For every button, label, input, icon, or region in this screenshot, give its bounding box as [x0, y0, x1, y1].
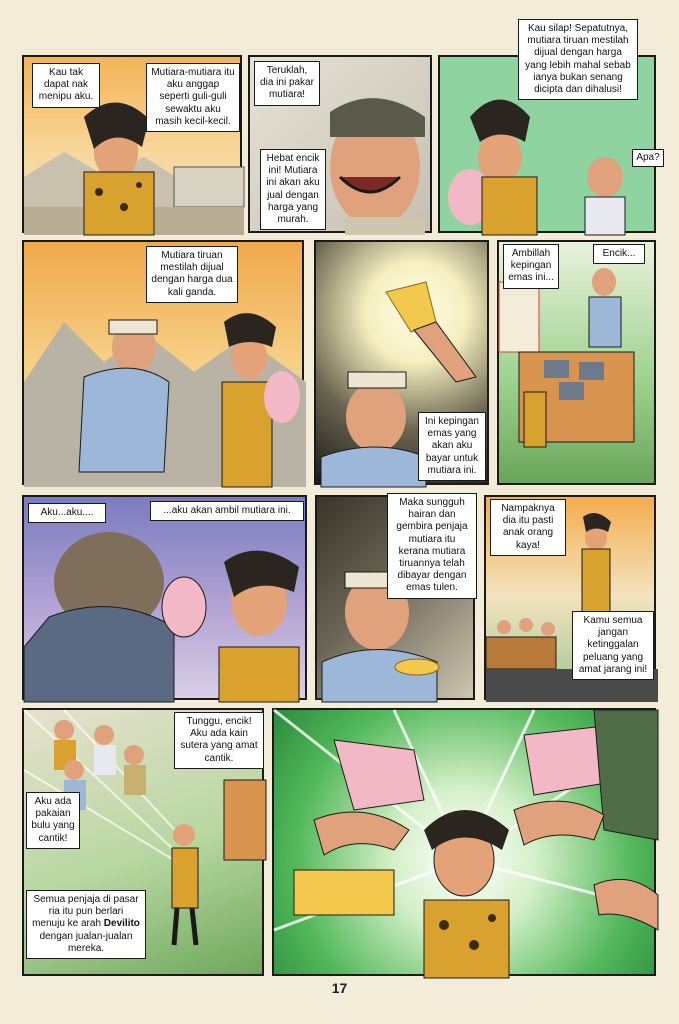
panel-9-bubble-2: Kamu semua jangan ketinggalan peluang yang amat jarang ini! [572, 611, 654, 680]
panel-7-art [24, 497, 309, 702]
panel-3-bubble-2: Apa? [632, 149, 664, 167]
panel-2-bubble-1: Teruklah, dia ini pakar mutiara! [254, 61, 320, 106]
panel-3 [438, 23, 660, 233]
panel-4-bubble-1: Mutiara tiruan mestilah dijual dengan harga dua kali ganda. [146, 246, 238, 303]
page-number: 17 [331, 980, 348, 996]
panel-7 [22, 495, 307, 700]
panel-7-bubble-1: Aku...aku.... [28, 503, 106, 523]
panel-3-bubble-1: Kau silap! Sepatutnya, mutiara tiruan mestilah dijual dengan harga yang lebih mahal sebab ianya bukan senang dicipta dan dihalusi! [518, 19, 638, 100]
panel-1-bubble-2: Mutiara-mutiara itu aku anggap seperti guli-guli sewaktu aku masih kecil-kecil. [146, 63, 240, 132]
caption-text-a: Semua penjaja di pasar ria itu pun berlari menuju ke arah [32, 894, 139, 930]
panel-8 [315, 495, 475, 700]
panel-10-bubble-1: Tunggu, encik! Aku ada kain sutera yang amat cantik. [174, 712, 264, 769]
caption-text-b: dengan jualan-jualan mereka. [39, 930, 133, 954]
panel-6-bubble-1: Ambillah kepingan emas ini... [503, 244, 559, 289]
panel-4 [22, 240, 304, 485]
panel-11 [272, 708, 656, 976]
caption-name: Devilito [103, 918, 140, 930]
panel-10 [22, 708, 264, 976]
panel-6 [497, 240, 656, 485]
panel-2-bubble-2: Hebat encik ini! Mutiara ini akan aku jual dengan harga yang murah. [260, 149, 326, 230]
panel-5-bubble-1: Ini kepingan emas yang akan aku bayar untuk mutiara ini. [418, 412, 486, 481]
panel-10-caption [26, 890, 146, 959]
panel-1-bubble-1: Kau tak dapat nak menipu aku. [32, 63, 100, 108]
panel-6-bubble-2: Encik... [593, 244, 645, 264]
panel-11-art [274, 710, 658, 978]
panel-5 [314, 240, 489, 485]
panel-9-bubble-1: Nampaknya dia itu pasti anak orang kaya! [490, 499, 566, 556]
panel-2 [248, 55, 432, 233]
panel-10-bubble-2: Aku ada pakaian bulu yang cantik! [26, 792, 80, 849]
panel-7-bubble-2: ...aku akan ambil mutiara ini. [150, 501, 304, 521]
panel-1 [22, 55, 242, 233]
panel-8-bubble-1: Maka sungguh hairan dan gembira penjaja mutiara itu kerana mutiara tiruannya telah dibayar dengan emas tulen. [387, 493, 477, 599]
panel-9 [484, 495, 656, 700]
